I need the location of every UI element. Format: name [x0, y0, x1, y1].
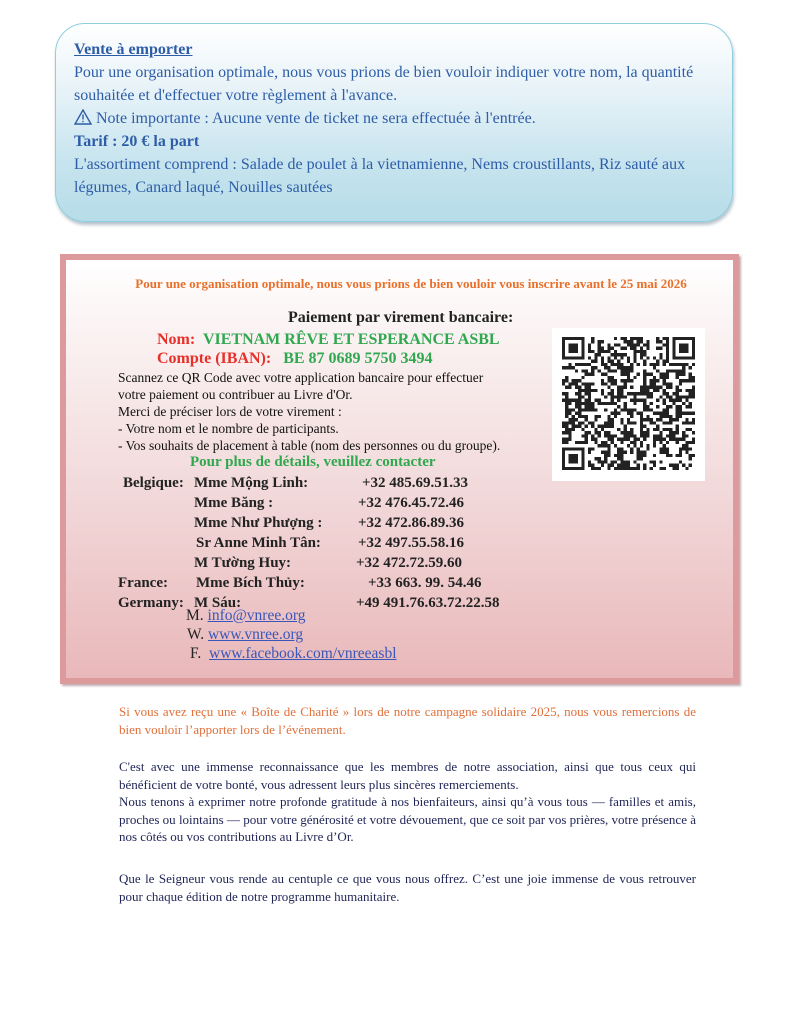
contact-name: Mme Bích Thủy: — [196, 575, 305, 591]
takeaway-note-text: Note importante : Aucune vente de ticket ne sera effectuée à l'entrée. — [96, 110, 536, 127]
instruction-line: - Votre nom et le nombre de participants. — [118, 421, 339, 436]
contact-name: Mme Mộng Linh: — [194, 475, 309, 491]
contact-phone: +32 485.69.51.33 — [362, 475, 469, 491]
contact-phone: +32 472.86.89.36 — [358, 515, 465, 531]
payment-instructions — [118, 369, 500, 454]
email-row — [186, 606, 305, 626]
contact-country: France: — [118, 575, 168, 591]
payment-info-box — [60, 254, 739, 684]
contact-name: M Sáu: — [194, 595, 242, 611]
email-prefix: M. — [186, 607, 204, 624]
warning-triangle-icon — [74, 109, 92, 125]
contact-name: M Tường Huy: — [194, 555, 292, 571]
takeaway-info-box — [55, 23, 733, 222]
contact-country: Belgique: — [123, 475, 184, 491]
contact-name: Mme Băng : — [194, 495, 274, 511]
iban-label: Compte (IBAN): — [157, 350, 272, 367]
instruction-line: Scannez ce QR Code avec votre application bancaire pour effectuer — [118, 370, 484, 385]
qr-modules — [562, 337, 695, 470]
takeaway-intro: Pour une organisation optimale, nous vous prions de bien vouloir indiquer votre nom, la quantité souhaitée et d'effectuer votre règlement à l'avance. — [74, 64, 694, 104]
charity-box-note: Si vous avez reçu une « Boîte de Charité » lors de notre campagne solidaire 2025, nous vous remercions de bien vouloir l’apporter lors de l’événement. — [119, 704, 696, 737]
registration-deadline-notice: Pour une organisation optimale, nous vous prions de bien vouloir vous inscrire avant le 25 mai 2026 — [135, 276, 687, 291]
facebook-row — [190, 644, 397, 664]
payment-qr-code[interactable] — [552, 328, 705, 481]
contact-name: Sr Anne Minh Tân: — [196, 535, 321, 551]
account-name-row — [157, 331, 500, 349]
email-link[interactable]: info@vnree.org — [207, 607, 306, 624]
iban-row — [157, 350, 433, 368]
contact-phone: +32 497.55.58.16 — [358, 535, 465, 551]
contact-phone: +33 663. 99. 54.46 — [368, 575, 482, 591]
payment-title: Paiement par virement bancaire: — [288, 309, 514, 326]
takeaway-price: Tarif : 20 € la part — [74, 133, 200, 150]
contact-name: Mme Như Phượng : — [194, 515, 323, 531]
contact-phone: +32 472.72.59.60 — [356, 555, 463, 571]
iban-value: BE 87 0689 5750 3494 — [283, 350, 433, 367]
takeaway-note — [74, 107, 714, 130]
gratitude-paragraphs — [119, 758, 696, 846]
facebook-prefix: F. — [190, 645, 202, 662]
blessing-paragraph: Que le Seigneur vous rende au centuple ce que vous nous offrez. C’est une joie immense de vous retrouver pour chaque édition de notre programme humanitaire. — [119, 871, 696, 904]
website-row — [187, 625, 303, 645]
website-prefix: W. — [187, 626, 205, 643]
account-name-value: VIETNAM RÊVE ET ESPERANCE ASBL — [202, 331, 500, 348]
takeaway-assortment: L'assortiment comprend : Salade de poulet à la vietnamienne, Nems croustillants, Riz sauté aux légumes, Canard laqué, Nouilles sautées — [74, 156, 686, 196]
facebook-link[interactable]: www.facebook.com/vnreeasbl — [209, 645, 397, 662]
website-link[interactable]: www.vnree.org — [207, 626, 304, 643]
qr-code-icon — [562, 337, 695, 470]
gratitude-paragraph-2: Nous tenons à exprimer notre profonde gratitude à nos bienfaiteurs, ainsi qu’à vous tous — familles et amis, proches ou lointains — pour votre générosité et votre dévouement, que ce soit par vos prières, votre présence à nos côtés ou vos contributions au Livre d’Or. — [119, 794, 696, 844]
contact-phone: +49 491.76.63.72.22.58 — [356, 595, 500, 611]
instruction-line: Merci de préciser lors de votre virement : — [118, 404, 342, 419]
gratitude-paragraph-1: C'est avec une immense reconnaissance que les membres de notre association, ainsi que tous ceux qui bénéficient de votre bonté, vous adressent leurs plus sincères remerciements. — [119, 759, 696, 792]
account-name-label: Nom: — [157, 331, 196, 348]
contact-phone: +32 476.45.72.46 — [358, 495, 465, 511]
contact-country: Germany: — [118, 595, 184, 611]
instruction-line: votre paiement ou contribuer au Livre d'Or. — [118, 387, 353, 402]
takeaway-title: Vente à emporter — [74, 41, 193, 58]
instruction-line: - Vos souhaits de placement à table (nom des personnes ou du groupe). — [118, 438, 501, 453]
contact-title: Pour plus de détails, veuillez contacter — [190, 454, 436, 470]
